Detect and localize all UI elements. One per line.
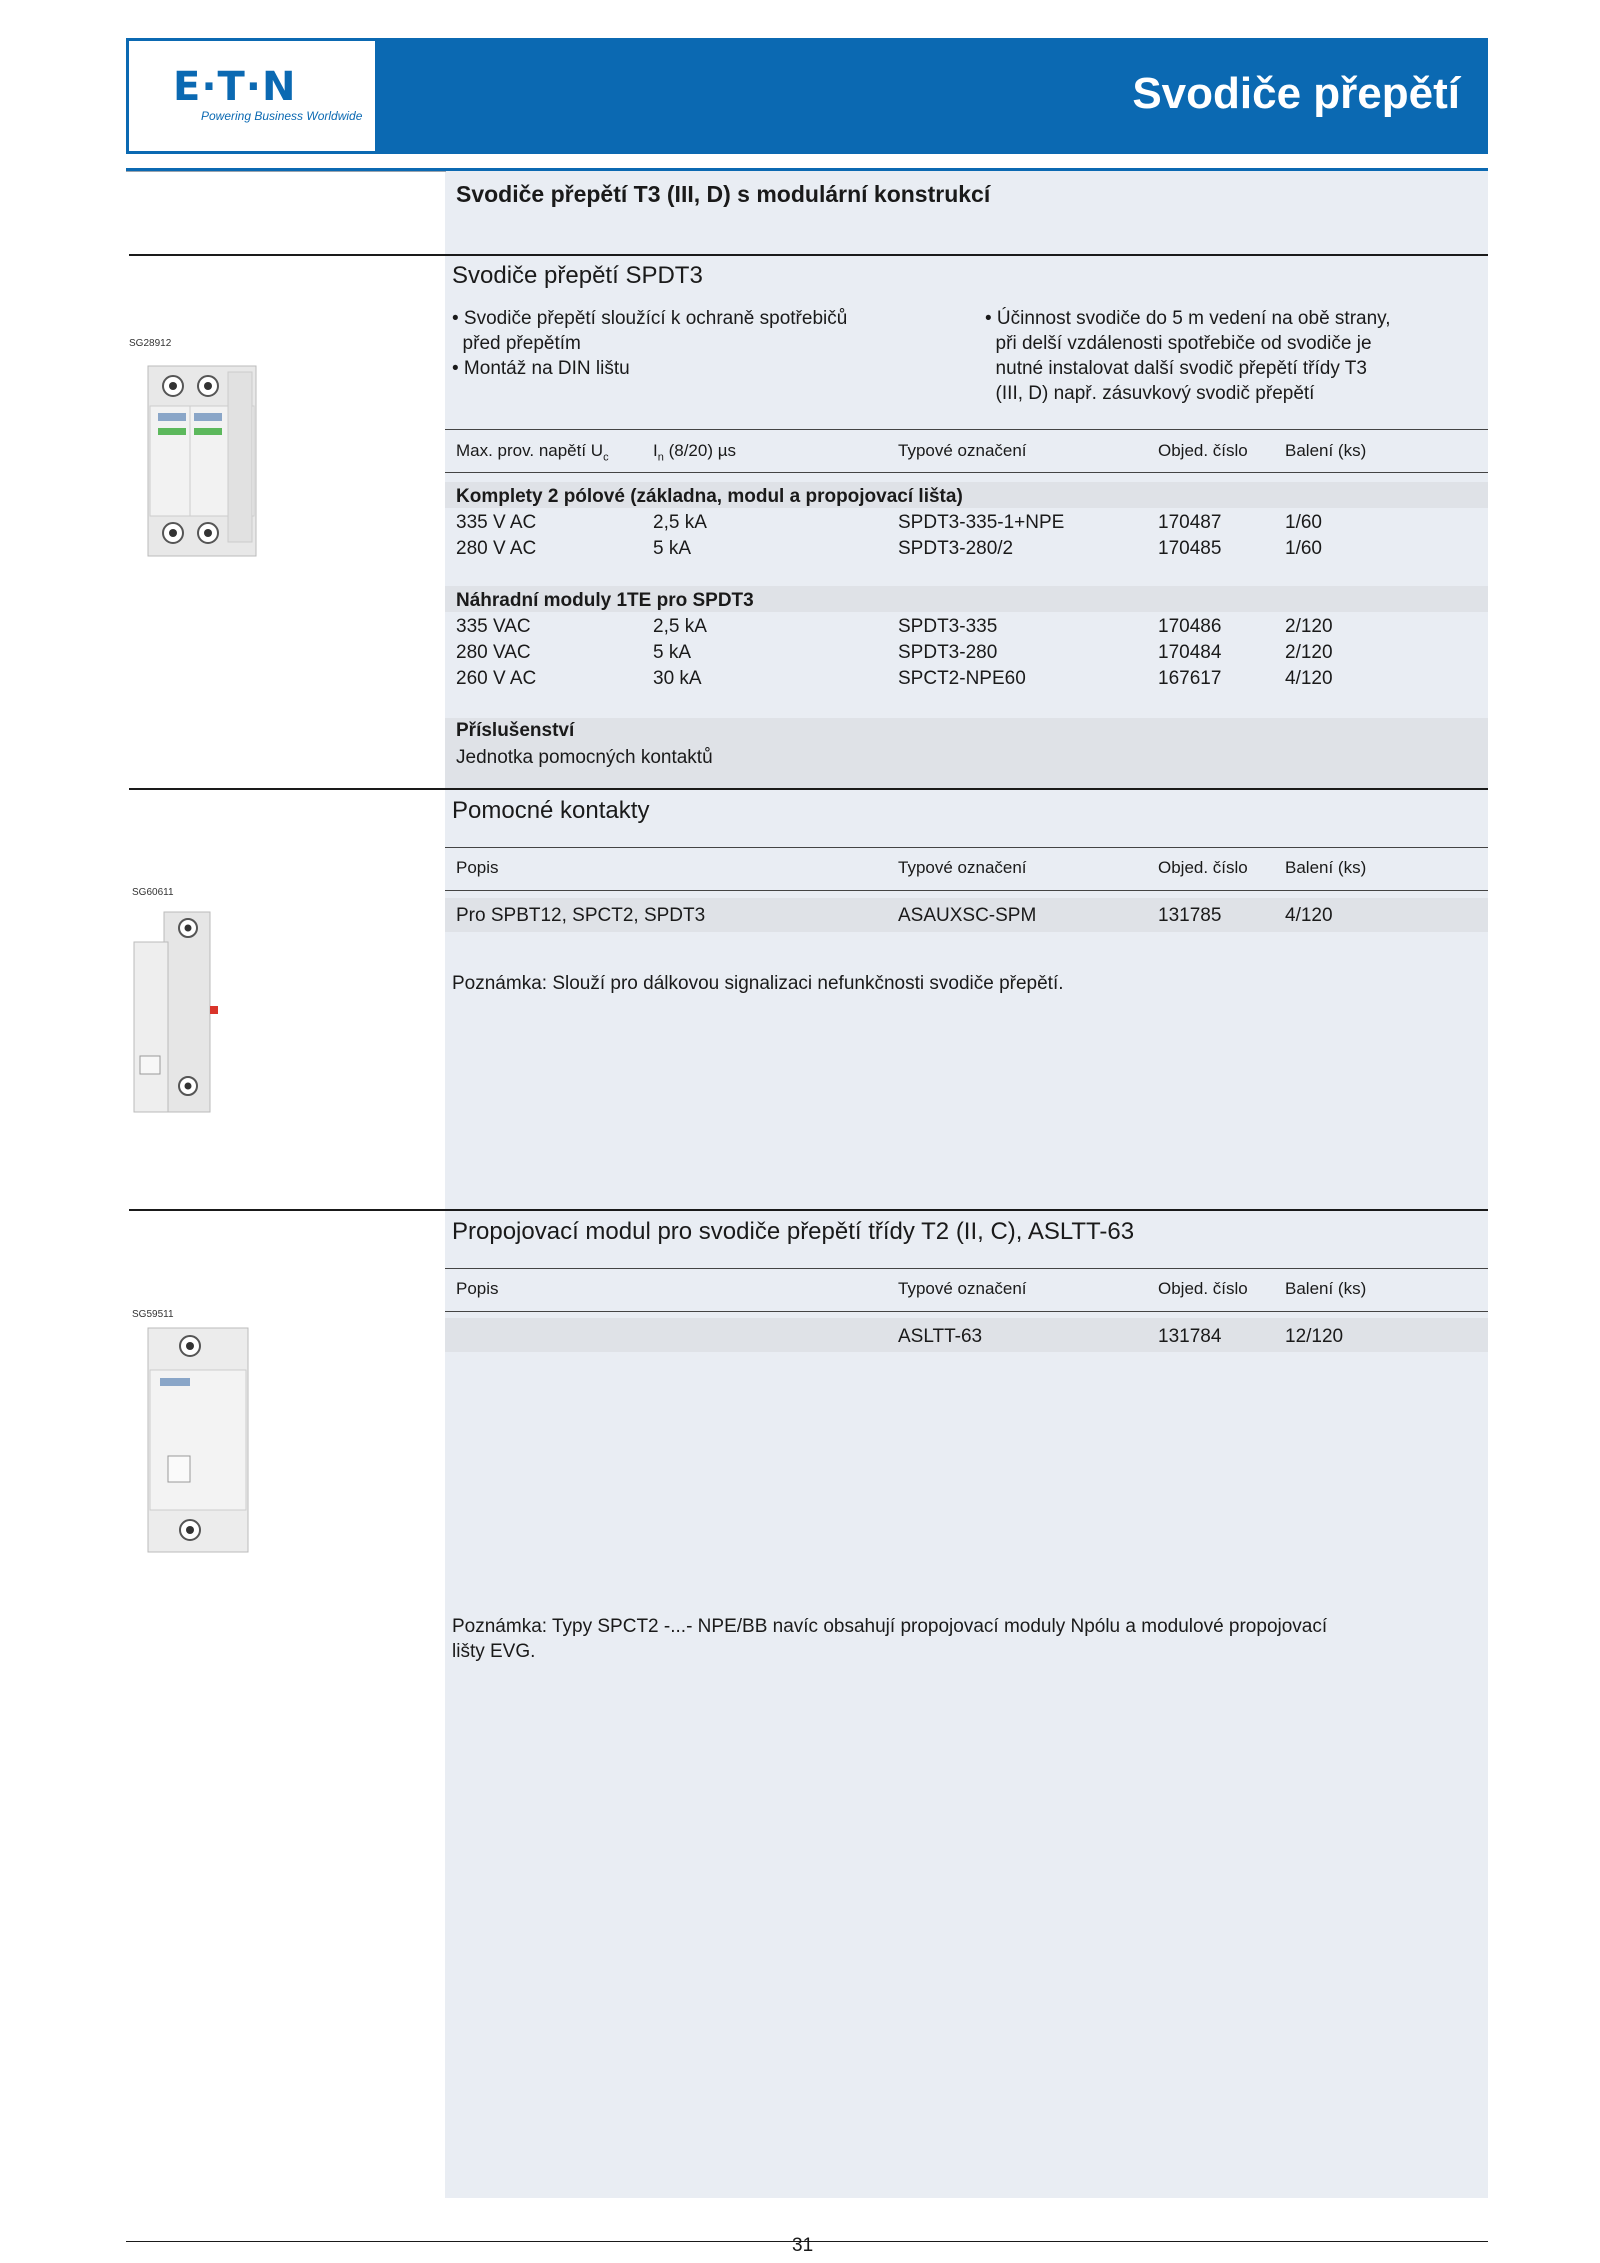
cell-type: ASAUXSC-SPM	[898, 905, 1037, 926]
page-title: Svodiče přepětí	[1132, 69, 1460, 118]
cell-current: 30 kA	[653, 668, 702, 689]
cell-pack: 4/120	[1285, 905, 1333, 926]
left-rule	[126, 171, 446, 172]
cell-order: 170486	[1158, 616, 1222, 637]
table-rule	[445, 1311, 1488, 1312]
cell-type: ASLTT-63	[898, 1326, 983, 1347]
col-order-header: Objed. číslo	[1158, 441, 1248, 460]
accessory-item: Jednotka pomocných kontaktů	[456, 747, 713, 768]
product-image-asltt63	[128, 1326, 262, 1556]
cell-type: SPDT3-335-1+NPE	[898, 512, 1065, 533]
cell-pack: 1/60	[1285, 512, 1322, 533]
note-line: lišty EVG.	[452, 1641, 536, 1662]
bullet-line: před přepětím	[452, 333, 581, 354]
content-column	[445, 171, 1488, 2198]
cell-type: SPDT3-335	[898, 616, 998, 637]
group-title: Komplety 2 pólové (základna, modul a propojovací lišta)	[456, 486, 963, 507]
col-current-header: $I_n$ (8/20) µs	[653, 441, 737, 464]
cell-current: 5 kA	[653, 642, 692, 663]
bullet-line: při delší vzdálenosti spotřebiče od svodiče je	[985, 333, 1372, 354]
table-rule	[445, 847, 1488, 848]
bullet-line: • Svodiče přepětí sloužící k ochraně spotřebičů	[452, 308, 848, 329]
col-type-header: Typové označení	[898, 441, 1027, 460]
cell-order: 167617	[1158, 668, 1222, 689]
section-rule	[129, 788, 1488, 790]
col-pack-header: Balení (ks)	[1285, 1279, 1367, 1298]
cell-current: 2,5 kA	[653, 616, 707, 637]
group-title: Náhradní moduly 1TE pro SPDT3	[456, 590, 754, 611]
logo-tagline: Powering Business Worldwide	[201, 109, 363, 123]
cell-order: 170487	[1158, 512, 1222, 533]
cell-voltage: 260 V AC	[456, 668, 537, 689]
cell-current: 2,5 kA	[653, 512, 707, 533]
section-title: Propojovací modul pro svodiče přepětí třídy T2 (II, C), ASLTT-63	[452, 1218, 1135, 1245]
cell-pack: 2/120	[1285, 616, 1333, 637]
section-rule	[129, 254, 1488, 256]
logo-wordmark: E·T·N	[173, 64, 297, 110]
section-title: Pomocné kontakty	[452, 797, 650, 824]
cell-current: 5 kA	[653, 538, 692, 559]
main-heading: Svodiče přepětí T3 (III, D) s modulární konstrukcí	[456, 181, 991, 207]
table-rule	[445, 1268, 1488, 1269]
col-order-header: Objed. číslo	[1158, 1279, 1248, 1298]
cell-order: 170485	[1158, 538, 1222, 559]
col-order-header: Objed. číslo	[1158, 858, 1248, 877]
cell-order: 131784	[1158, 1326, 1222, 1347]
product-image-spdt3	[138, 358, 266, 564]
image-code: SG28912	[129, 338, 172, 349]
note-line: Poznámka: Typy SPCT2 -...- NPE/BB navíc obsahují propojovací moduly Npólu a modulové propojovací	[452, 1616, 1328, 1637]
bullets-left	[452, 306, 847, 381]
cell-voltage: 280 V AC	[456, 538, 537, 559]
bullet-line: nutné instalovat další svodič přepětí třídy T3	[985, 358, 1367, 379]
product-image-asauxsc	[130, 906, 230, 1116]
table-rule	[445, 429, 1488, 430]
col-type-header: Typové označení	[898, 1279, 1027, 1298]
bullet-line: • Montáž na DIN lištu	[452, 358, 630, 379]
col-voltage-header: Max. prov. napětí $U_c$	[456, 441, 609, 464]
cell-pack: 2/120	[1285, 642, 1333, 663]
group-title: Příslušenství	[456, 720, 575, 741]
col-pack-header: Balení (ks)	[1285, 858, 1367, 877]
cell-order: 131785	[1158, 905, 1222, 926]
col-desc-header: Popis	[456, 1279, 499, 1298]
cell-desc: Pro SPBT12, SPCT2, SPDT3	[456, 905, 706, 926]
image-code: SG59511	[132, 1309, 174, 1320]
col-desc-header: Popis	[456, 858, 499, 877]
cell-voltage: 280 VAC	[456, 642, 531, 663]
note	[452, 1614, 1327, 1664]
cell-pack: 1/60	[1285, 538, 1322, 559]
cell-type: SPCT2-NPE60	[898, 668, 1026, 689]
image-code: SG60611	[132, 887, 174, 898]
bullet-line: • Účinnost svodiče do 5 m vedení na obě strany,	[985, 308, 1391, 329]
section-rule	[129, 1209, 1488, 1211]
note: Poznámka: Slouží pro dálkovou signalizaci nefunkčnosti svodiče přepětí.	[452, 973, 1064, 994]
cell-voltage: 335 V AC	[456, 512, 537, 533]
table-rule	[445, 890, 1488, 891]
bullet-line: (III, D) např. zásuvkový svodič přepětí	[985, 383, 1315, 404]
table-rule	[445, 472, 1488, 473]
col-type-header: Typové označení	[898, 858, 1027, 877]
page-number: 31	[792, 2235, 814, 2256]
cell-order: 170484	[1158, 642, 1222, 663]
bullets-right	[985, 306, 1391, 406]
cell-voltage: 335 VAC	[456, 616, 531, 637]
col-pack-header: Balení (ks)	[1285, 441, 1367, 460]
eaton-logo	[129, 41, 375, 151]
cell-type: SPDT3-280/2	[898, 538, 1014, 559]
cell-pack: 12/120	[1285, 1326, 1344, 1347]
cell-type: SPDT3-280	[898, 642, 998, 663]
cell-pack: 4/120	[1285, 668, 1333, 689]
section-title: Svodiče přepětí SPDT3	[452, 262, 703, 289]
